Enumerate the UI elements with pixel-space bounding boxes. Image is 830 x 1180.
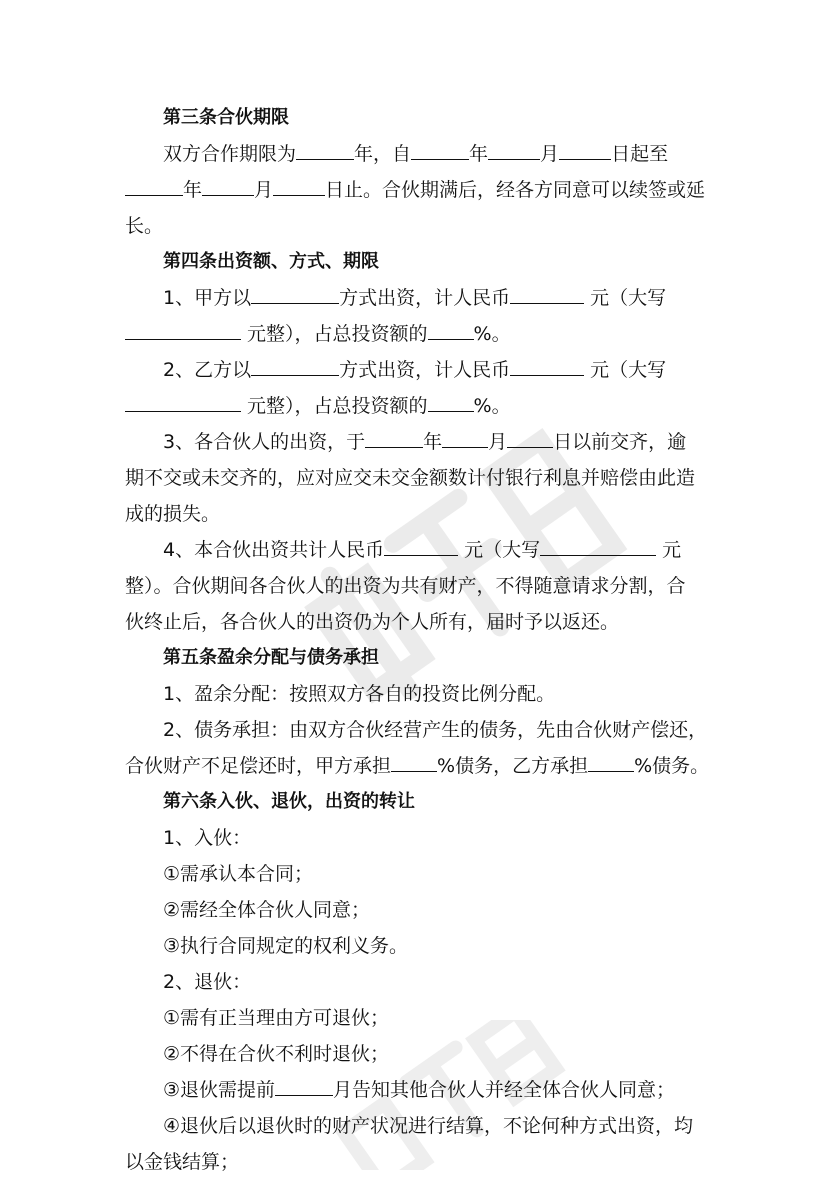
paragraph-line bbox=[125, 316, 511, 352]
paragraph-line bbox=[125, 388, 511, 424]
text-segment: %债务，乙方承担 bbox=[437, 755, 589, 777]
paragraph-line bbox=[163, 352, 666, 388]
text-segment: 3、各合伙人的出资，于 bbox=[163, 431, 366, 453]
blank-field[interactable] bbox=[428, 317, 474, 340]
paragraph-line: 长。 bbox=[125, 215, 164, 237]
paragraph-line bbox=[163, 532, 681, 568]
blank-field[interactable] bbox=[510, 353, 584, 376]
text-segment: 年 bbox=[183, 179, 203, 201]
text-segment: 年，自 bbox=[354, 143, 412, 165]
blank-field[interactable] bbox=[540, 533, 656, 556]
text-segment: 日起至 bbox=[611, 143, 669, 165]
text-segment: 年 bbox=[423, 431, 443, 453]
blank-field[interactable] bbox=[125, 173, 183, 196]
blank-field[interactable] bbox=[488, 137, 540, 160]
section-heading-4: 第四条出资额、方式、期限 bbox=[163, 251, 379, 272]
text-segment: 元（大写 bbox=[584, 287, 667, 309]
blank-field[interactable] bbox=[391, 749, 437, 772]
text-segment: %。 bbox=[473, 323, 511, 345]
paragraph-line: 以金钱结算； bbox=[125, 1151, 240, 1173]
text-segment: 元整），占总投资额的 bbox=[241, 395, 428, 417]
paragraph-line: ①需有正当理由方可退伙； bbox=[163, 1007, 390, 1029]
blank-field[interactable] bbox=[202, 173, 254, 196]
blank-field[interactable] bbox=[125, 317, 241, 340]
blank-field[interactable] bbox=[296, 137, 354, 160]
text-segment: 月 bbox=[540, 143, 560, 165]
paragraph-line bbox=[125, 172, 705, 208]
blank-field[interactable] bbox=[428, 389, 474, 412]
section-heading-6: 第六条入伙、退伙，出资的转让 bbox=[163, 791, 415, 812]
paragraph-line: ①需承认本合同； bbox=[163, 863, 314, 885]
blank-field[interactable] bbox=[251, 281, 339, 304]
text-segment: 方式出资，计人民币 bbox=[339, 359, 511, 381]
paragraph-line: ④退伙后以退伙时的财产状况进行结算，不论何种方式出资，均 bbox=[163, 1115, 694, 1137]
text-segment: 4、本合伙出资共计人民币 bbox=[163, 539, 385, 561]
text-segment: 元（大写 bbox=[458, 539, 541, 561]
text-segment: %债务。 bbox=[634, 755, 710, 777]
paragraph-line: 整）。合伙期间各合伙人的出资为共有财产，不得随意请求分割，合 bbox=[125, 575, 686, 597]
paragraph-line: 2、债务承担：由双方合伙经营产生的债务，先由合伙财产偿还， bbox=[163, 719, 708, 741]
blank-field[interactable] bbox=[411, 137, 469, 160]
paragraph-line: ②不得在合伙不利时退伙； bbox=[163, 1043, 390, 1065]
blank-field[interactable] bbox=[273, 173, 325, 196]
text-segment: 月 bbox=[254, 179, 274, 201]
text-segment: ③退伙需提前 bbox=[163, 1079, 276, 1101]
blank-field[interactable] bbox=[251, 353, 339, 376]
blank-field[interactable] bbox=[507, 425, 553, 448]
paragraph-line bbox=[163, 424, 686, 460]
blank-field[interactable] bbox=[275, 1073, 333, 1096]
section-heading-5: 第五条盈余分配与债务承担 bbox=[163, 647, 379, 668]
paragraph-line: 1、入伙： bbox=[163, 827, 252, 849]
text-segment: %。 bbox=[473, 395, 511, 417]
text-segment: 元 bbox=[656, 539, 682, 561]
paragraph-line: 2、退伙： bbox=[163, 971, 252, 993]
blank-field[interactable] bbox=[559, 137, 611, 160]
blank-field[interactable] bbox=[384, 533, 458, 556]
paragraph-line: 成的损失。 bbox=[125, 503, 221, 525]
text-segment: 双方合作期限为 bbox=[163, 143, 297, 165]
blank-field[interactable] bbox=[365, 425, 423, 448]
blank-field[interactable] bbox=[510, 281, 584, 304]
text-segment: 月 bbox=[488, 431, 508, 453]
paragraph-line: 1、盈余分配：按照双方各自的投资比例分配。 bbox=[163, 683, 556, 705]
text-segment: 2、乙方以 bbox=[163, 359, 252, 381]
blank-field[interactable] bbox=[125, 389, 241, 412]
text-segment: 元整），占总投资额的 bbox=[241, 323, 428, 345]
text-segment: 月告知其他合伙人并经全体合伙人同意； bbox=[333, 1079, 676, 1101]
text-segment: 元（大写 bbox=[584, 359, 667, 381]
text-segment: 日止。合伙期满后，经各方同意可以续签或延 bbox=[325, 179, 706, 201]
text-segment: 1、甲方以 bbox=[163, 287, 252, 309]
paragraph-line bbox=[163, 1072, 675, 1108]
section-heading-3: 第三条合伙期限 bbox=[163, 107, 289, 128]
paragraph-line: 期不交或未交齐的，应对应交未交金额数计付银行利息并赔偿由此造 bbox=[125, 467, 696, 489]
text-segment: 年 bbox=[469, 143, 489, 165]
text-segment: 合伙财产不足偿还时，甲方承担 bbox=[125, 755, 392, 777]
blank-field[interactable] bbox=[442, 425, 488, 448]
paragraph-line bbox=[163, 136, 668, 172]
paragraph-line: 伙终止后，各合伙人的出资仍为个人所有，届时予以返还。 bbox=[125, 611, 620, 633]
text-segment: 方式出资，计人民币 bbox=[339, 287, 511, 309]
paragraph-line: ③执行合同规定的权利义务。 bbox=[163, 935, 409, 957]
text-segment: 日以前交齐，逾 bbox=[553, 431, 687, 453]
blank-field[interactable] bbox=[588, 749, 634, 772]
paragraph-line bbox=[163, 280, 666, 316]
paragraph-line bbox=[125, 748, 709, 784]
paragraph-line: ②需经全体合伙人同意； bbox=[163, 899, 371, 921]
